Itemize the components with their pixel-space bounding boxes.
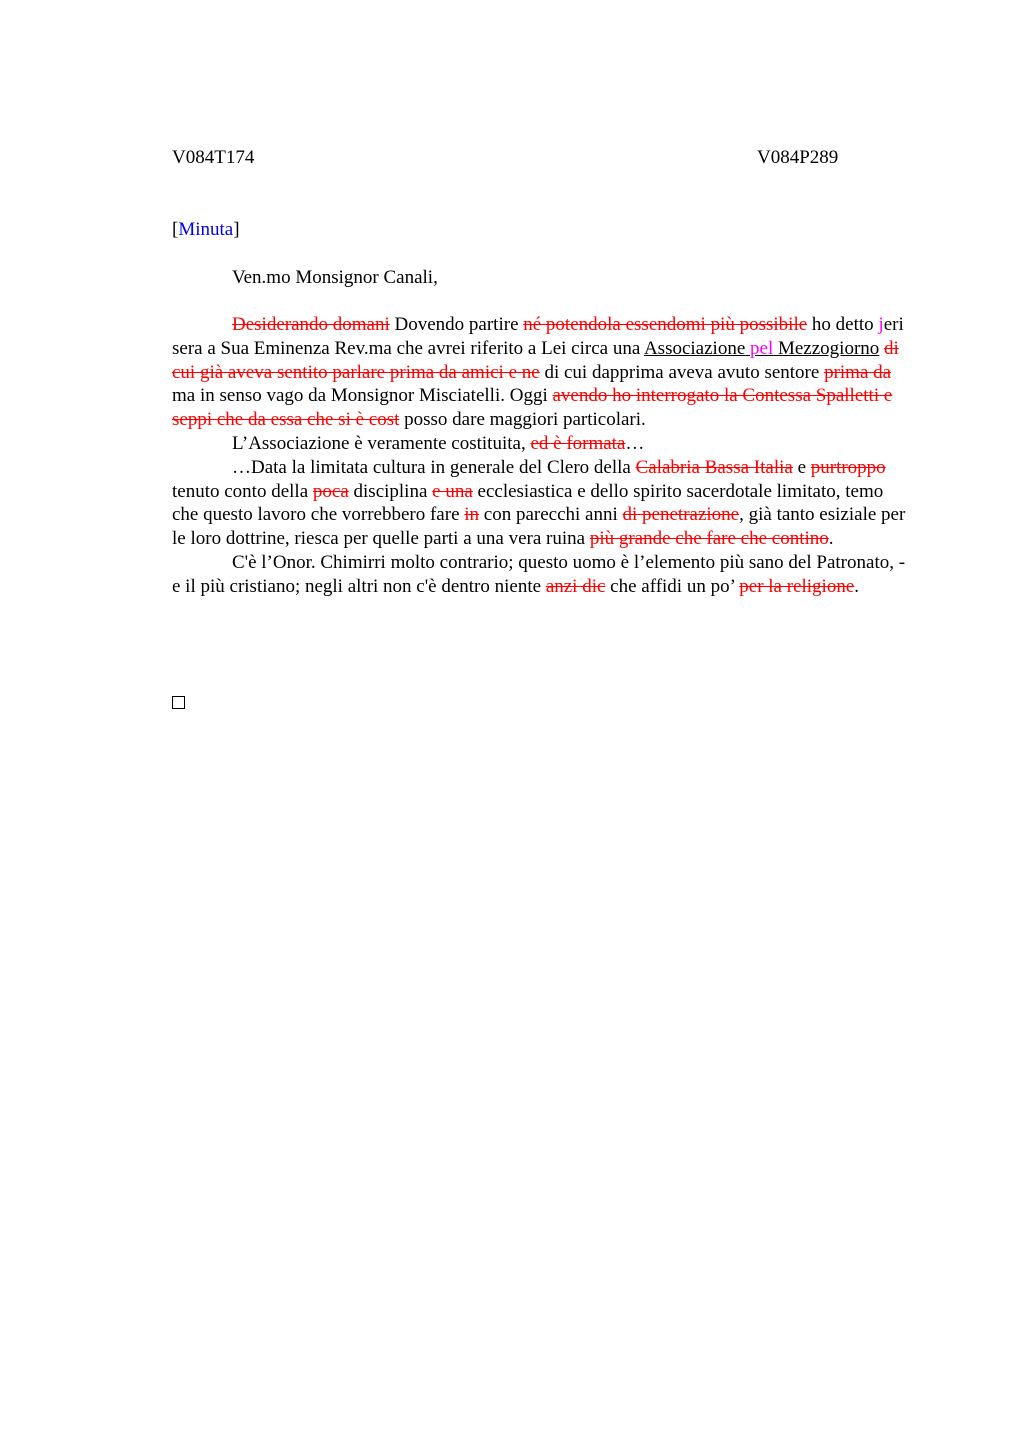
deletion: né potendola essendomi più possibile [523, 314, 808, 335]
paragraph-3 [172, 456, 912, 551]
deletion: anzi dic [545, 575, 606, 597]
minuta-label [172, 218, 240, 242]
text-run: L’Associazione è veramente costituita, [232, 432, 531, 454]
minuta-text: Minuta [178, 219, 234, 240]
deletion: in [464, 504, 480, 526]
document-id-right: V084P289 [757, 147, 839, 168]
text-run: ho detto [807, 314, 879, 335]
text-run: eri sera a Sua Eminenza Rev.ma che avrei riferito a Lei circa una [172, 314, 904, 359]
bracket-close: ] [233, 219, 240, 240]
text-run: che affidi un po’ [605, 575, 740, 597]
text-run: , già tanto esiziale per le loro dottrine, riesca per quelle parti a una vera ruina [172, 504, 906, 550]
text-run: disciplina [348, 480, 433, 502]
document-id-left: V084T174 [172, 147, 255, 168]
deletion: di cui già aveva sentito parlare prima da amici e ne [172, 337, 899, 383]
empty-square-icon [172, 696, 185, 709]
insertion-underlined: pel [750, 337, 774, 359]
deletion: per la religione [739, 575, 855, 597]
text-run: di cui dapprima aveva avuto sentore [539, 361, 825, 383]
text-run: tenuto conto della [172, 480, 313, 502]
deletion: e una [432, 480, 473, 502]
text-run: ecclesiastica e dello spirito sacerdotale limitato, temo che questo lavoro che vorrebbero fare [172, 480, 884, 526]
insertion: j [878, 314, 884, 335]
deletion: avendo ho interrogato la Contessa Spalletti e seppi che da essa che si è cost [172, 385, 893, 431]
paragraph-2 [172, 432, 912, 456]
text-run: . [854, 575, 860, 597]
deletion: più grande che fare che contino [589, 528, 829, 550]
deletion: prima da [824, 361, 892, 383]
text-run: ma in senso vago da Monsignor Misciatelli. Oggi [172, 385, 553, 407]
underlined-text: Associazione [643, 337, 746, 359]
text-run: … [625, 432, 645, 454]
text-run: e [792, 456, 811, 478]
deletion: di penetrazione [622, 504, 740, 526]
text-run: …Data la limitata cultura in generale del Clero della [232, 456, 636, 478]
text-run: con parecchi anni [479, 504, 623, 526]
deletion: Desiderando domani [232, 314, 390, 335]
deletion: poca [312, 480, 349, 502]
underlined-text: Mezzogiorno [777, 337, 880, 359]
bracket-open: [ [172, 219, 179, 240]
paragraph-1 [172, 313, 912, 432]
text-run: Dovendo partire [389, 314, 524, 335]
deletion: purtroppo [810, 456, 886, 478]
letter-body [172, 313, 912, 599]
text-run: C'è l’Onor. Chimirri molto contrario; questo uomo è l’elemento più sano del Patronato, - e il più cristiano; negli altri non c'è dentro niente [172, 551, 906, 597]
deletion: ed è formata [530, 432, 626, 454]
text-run: . [828, 528, 834, 550]
deletion: Calabria Bassa Italia [635, 456, 793, 478]
paragraph-4 [172, 551, 912, 599]
salutation: Ven.mo Monsignor Canali, [232, 267, 438, 288]
text-run: posso dare maggiori particolari. [399, 409, 646, 431]
